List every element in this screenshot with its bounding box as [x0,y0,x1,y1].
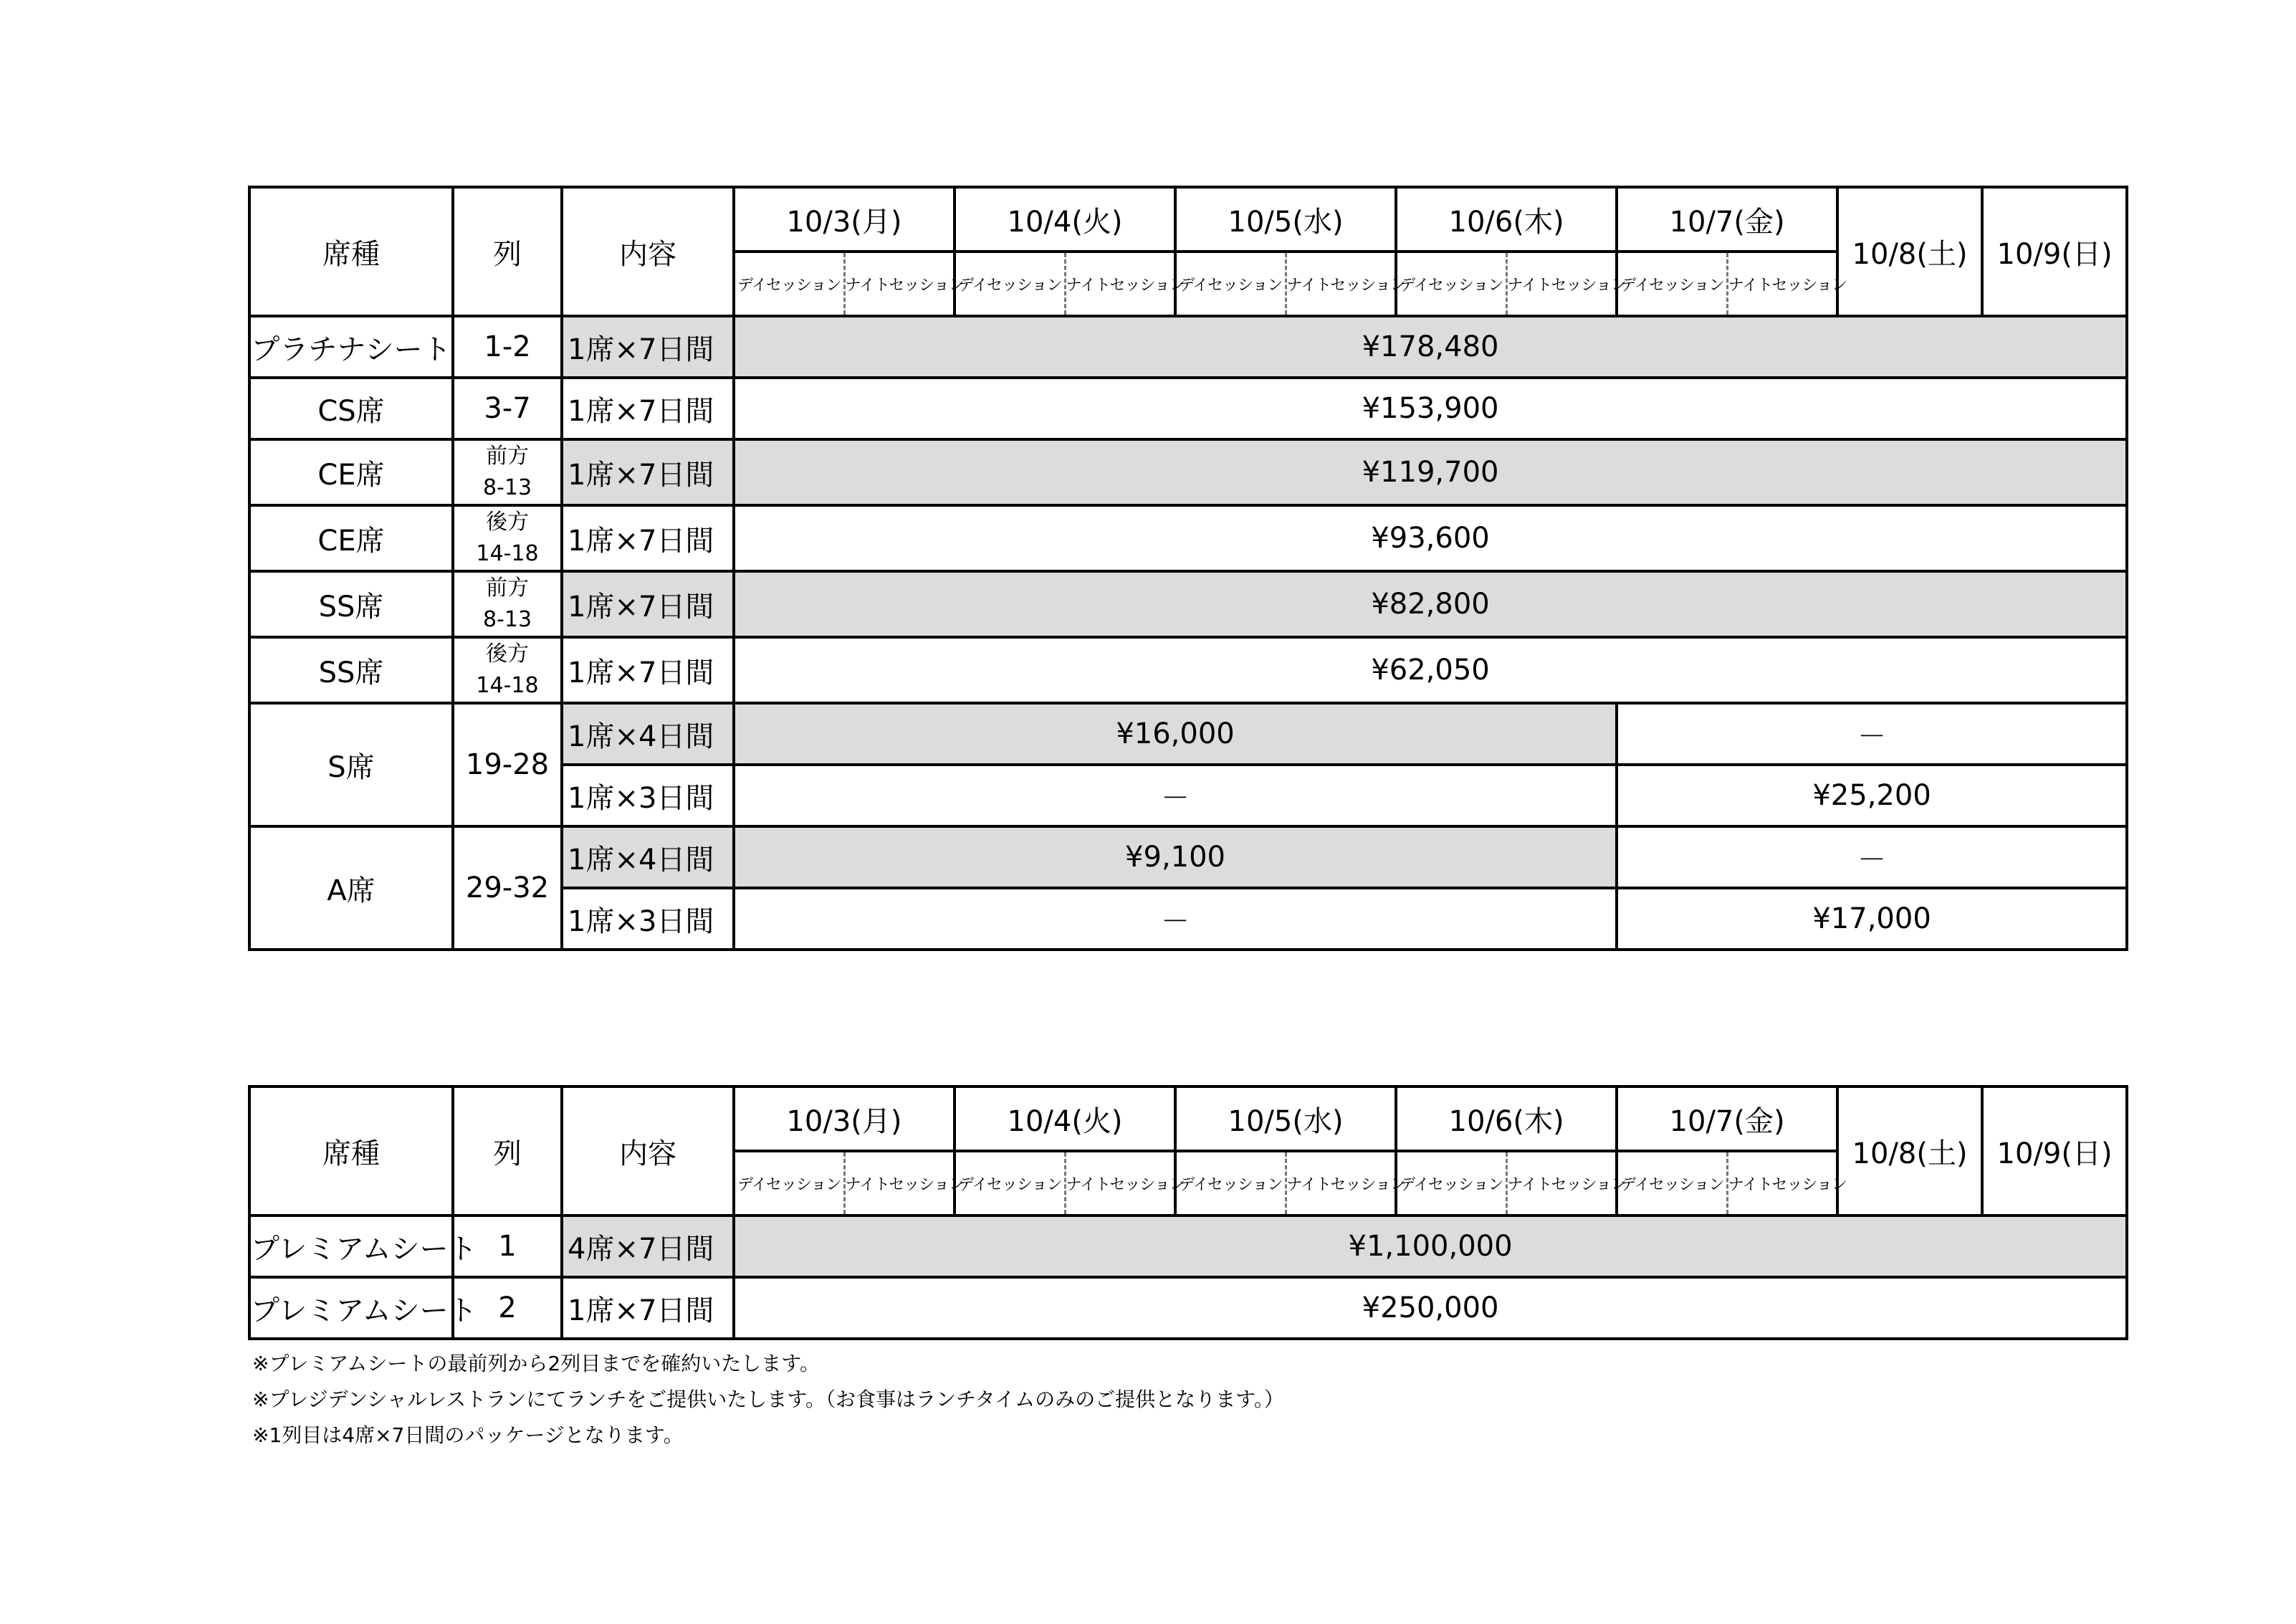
price: ¥82,800 [734,571,2127,637]
header-date: 10/9(日) [1982,187,2127,316]
header-date: 10/5(水) [1175,1086,1396,1151]
header-day-session: デイセッション [955,1151,1065,1215]
price: ¥119,700 [734,439,2127,505]
header-date: 10/8(土) [1837,1086,1982,1215]
header-day-session: デイセッション [1617,252,1727,316]
row-range [453,505,562,571]
package-content: 1席×7日間 [562,439,734,505]
seat-type: SS席 [249,637,453,703]
price: ¥25,200 [1617,765,2127,826]
row-range: 1 [453,1215,562,1277]
table-row [249,1215,2127,1277]
header-day-session: デイセッション [1175,1151,1286,1215]
row-position: 後方 [486,641,529,667]
seat-type: CE席 [249,439,453,505]
row-position: 前方 [486,575,529,601]
header-date: 10/6(木) [1396,187,1617,252]
footnote: ※プレミアムシートの最前列から2列目までを確約いたします。 [252,1352,820,1375]
package-content: 1席×7日間 [562,505,734,571]
header-seat-type: 席種 [249,187,453,316]
header-night-session: ナイトセッション [1727,1151,1837,1215]
price: ¥17,000 [1617,888,2127,950]
row-numbers: 8-13 [482,475,532,500]
price: ¥62,050 [734,637,2127,703]
table-row [249,637,2127,703]
row-range: 2 [453,1277,562,1339]
header-night-session: ナイトセッション [1506,1151,1617,1215]
table-row [249,505,2127,571]
footnote: ※1列目は4席×7日間のパッケージとなります。 [252,1423,684,1447]
seat-type: プレミアムシート [249,1215,453,1277]
package-content: 1席×7日間 [562,637,734,703]
header-date: 10/9(日) [1982,1086,2127,1215]
seat-type: S席 [249,703,453,826]
row-range: 29-32 [453,826,562,950]
table-row [249,378,2127,439]
footnotes [252,1346,1284,1453]
header-seat-type: 席種 [249,1086,453,1215]
header-date: 10/7(金) [1617,1086,1837,1151]
seat-type: プレミアムシート [249,1277,453,1339]
price-table-main [248,186,2128,951]
price-table-premium [248,1085,2128,1340]
package-content: 4席×7日間 [562,1215,734,1277]
header-night-session: ナイトセッション [1065,1151,1175,1215]
header-night-session: ナイトセッション [1286,252,1396,316]
footnote: ※プレジデンシャルレストランにてランチをご提供いたします。（お食事はランチタイムのみのご提供となります。） [252,1387,1284,1411]
header-date: 10/4(火) [955,1086,1175,1151]
price: － [1617,826,2127,888]
table-row [249,1277,2127,1339]
header-content: 内容 [562,187,734,316]
header-night-session: ナイトセッション [1727,252,1837,316]
row-numbers: 8-13 [482,607,532,632]
package-content: 1席×4日間 [562,703,734,765]
header-date: 10/3(月) [734,187,955,252]
price: ¥93,600 [734,505,2127,571]
seat-type: プラチナシート [249,316,453,378]
table-row [249,703,2127,765]
price: ¥16,000 [734,703,1617,765]
header-date: 10/8(土) [1837,187,1982,316]
header-date: 10/5(水) [1175,187,1396,252]
header-row: 列 [453,1086,562,1215]
price: ¥178,480 [734,316,2127,378]
header-day-session: デイセッション [734,1151,844,1215]
row-range [453,439,562,505]
header-date: 10/6(木) [1396,1086,1617,1151]
header-day-session: デイセッション [734,252,844,316]
header-date: 10/7(金) [1617,187,1837,252]
table-row [249,439,2127,505]
price: － [734,888,1617,950]
header-day-session: デイセッション [1396,252,1506,316]
row-position: 後方 [486,510,529,535]
price: ¥9,100 [734,826,1617,888]
header-content: 内容 [562,1086,734,1215]
header-night-session: ナイトセッション [844,252,955,316]
header-date: 10/4(火) [955,187,1175,252]
seat-type: CE席 [249,505,453,571]
row-numbers: 14-18 [476,673,539,698]
header-night-session: ナイトセッション [1286,1151,1396,1215]
header-row: 列 [453,187,562,316]
package-content: 1席×7日間 [562,571,734,637]
header-night-session: ナイトセッション [1506,252,1617,316]
price: － [1617,703,2127,765]
price: － [734,765,1617,826]
package-content: 1席×3日間 [562,888,734,950]
row-range: 19-28 [453,703,562,826]
price: ¥153,900 [734,378,2127,439]
table-row [249,571,2127,637]
package-content: 1席×7日間 [562,378,734,439]
header-day-session: デイセッション [955,252,1065,316]
package-content: 1席×7日間 [562,1277,734,1339]
row-range [453,571,562,637]
row-range: 1-2 [453,316,562,378]
table-row [249,316,2127,378]
price: ¥250,000 [734,1277,2127,1339]
seat-type: SS席 [249,571,453,637]
table-row [249,826,2127,888]
seat-type: A席 [249,826,453,950]
row-position: 前方 [486,444,529,469]
header-day-session: デイセッション [1175,252,1286,316]
row-numbers: 14-18 [476,541,539,566]
price: ¥1,100,000 [734,1215,2127,1277]
row-range [453,637,562,703]
header-night-session: ナイトセッション [844,1151,955,1215]
row-range: 3-7 [453,378,562,439]
header-day-session: デイセッション [1396,1151,1506,1215]
header-night-session: ナイトセッション [1065,252,1175,316]
package-content: 1席×3日間 [562,765,734,826]
package-content: 1席×4日間 [562,826,734,888]
seat-type: CS席 [249,378,453,439]
package-content: 1席×7日間 [562,316,734,378]
header-date: 10/3(月) [734,1086,955,1151]
header-day-session: デイセッション [1617,1151,1727,1215]
